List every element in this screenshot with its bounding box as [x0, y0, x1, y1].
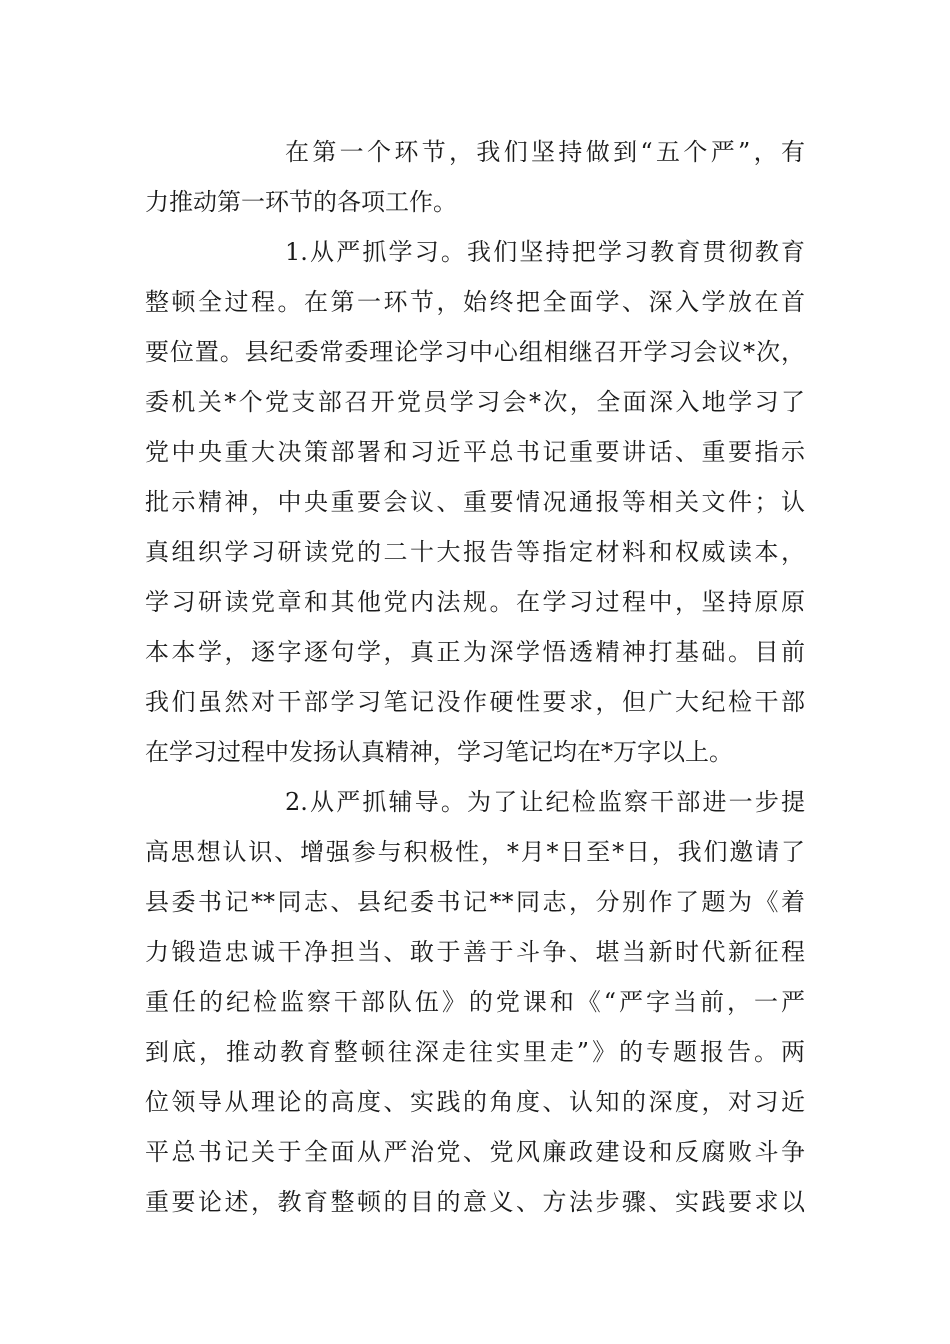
paragraph-guidance	[145, 777, 805, 1227]
paragraph-line: 要位置。县纪委常委理论学习中心组相继召开学习会议*次，	[145, 338, 805, 366]
paragraph-line: 委机关*个党支部召开党员学习会*次，全面深入地学习了	[145, 388, 805, 416]
paragraph-line: 批示精神，中央重要会议、重要情况通报等相关文件；认	[145, 488, 805, 516]
paragraph-line: 重要论述，教育整顿的目的意义、方法步骤、实践要求以	[145, 1188, 805, 1216]
paragraph-line: 县委书记**同志、县纪委书记**同志，分别作了题为《着	[145, 888, 805, 916]
paragraph-line: 到底，推动教育整顿往深走往实里走”》的专题报告。两	[145, 1038, 805, 1066]
paragraph-line: 2.从严抓辅导。为了让纪检监察干部进一步提	[285, 788, 805, 816]
paragraph-line: 高思想认识、增强参与积极性，*月*日至*日，我们邀请了	[145, 838, 805, 866]
paragraph-line: 我们虽然对干部学习笔记没作硬性要求，但广大纪检干部	[145, 688, 805, 716]
paragraph-line: 学习研读党章和其他党内法规。在学习过程中，坚持原原	[145, 588, 805, 616]
paragraph-line: 在第一个环节，我们坚持做到“五个严”，有	[285, 138, 805, 166]
paragraph-line: 本本学，逐字逐句学，真正为深学悟透精神打基础。目前	[145, 638, 805, 666]
paragraph-line: 整顿全过程。在第一环节，始终把全面学、深入学放在首	[145, 288, 805, 316]
document-body	[145, 127, 805, 1227]
paragraph-line: 在学习过程中发扬认真精神，学习笔记均在*万字以上。	[145, 738, 733, 766]
paragraph-line: 党中央重大决策部署和习近平总书记重要讲话、重要指示	[145, 438, 805, 466]
paragraph-line: 力锻造忠诚干净担当、敢于善于斗争、堪当新时代新征程	[145, 938, 805, 966]
paragraph-line: 平总书记关于全面从严治党、党风廉政建设和反腐败斗争	[145, 1138, 805, 1166]
paragraph-line: 力推动第一环节的各项工作。	[145, 188, 457, 216]
paragraph-intro	[145, 127, 805, 227]
paragraph-line: 真组织学习研读党的二十大报告等指定材料和权威读本，	[145, 538, 805, 566]
paragraph-study	[145, 227, 805, 777]
paragraph-line: 1.从严抓学习。我们坚持把学习教育贯彻教育	[285, 238, 805, 266]
paragraph-line: 位领导从理论的高度、实践的角度、认知的深度，对习近	[145, 1088, 805, 1116]
paragraph-line: 重任的纪检监察干部队伍》的党课和《“严字当前，一严	[145, 988, 805, 1016]
